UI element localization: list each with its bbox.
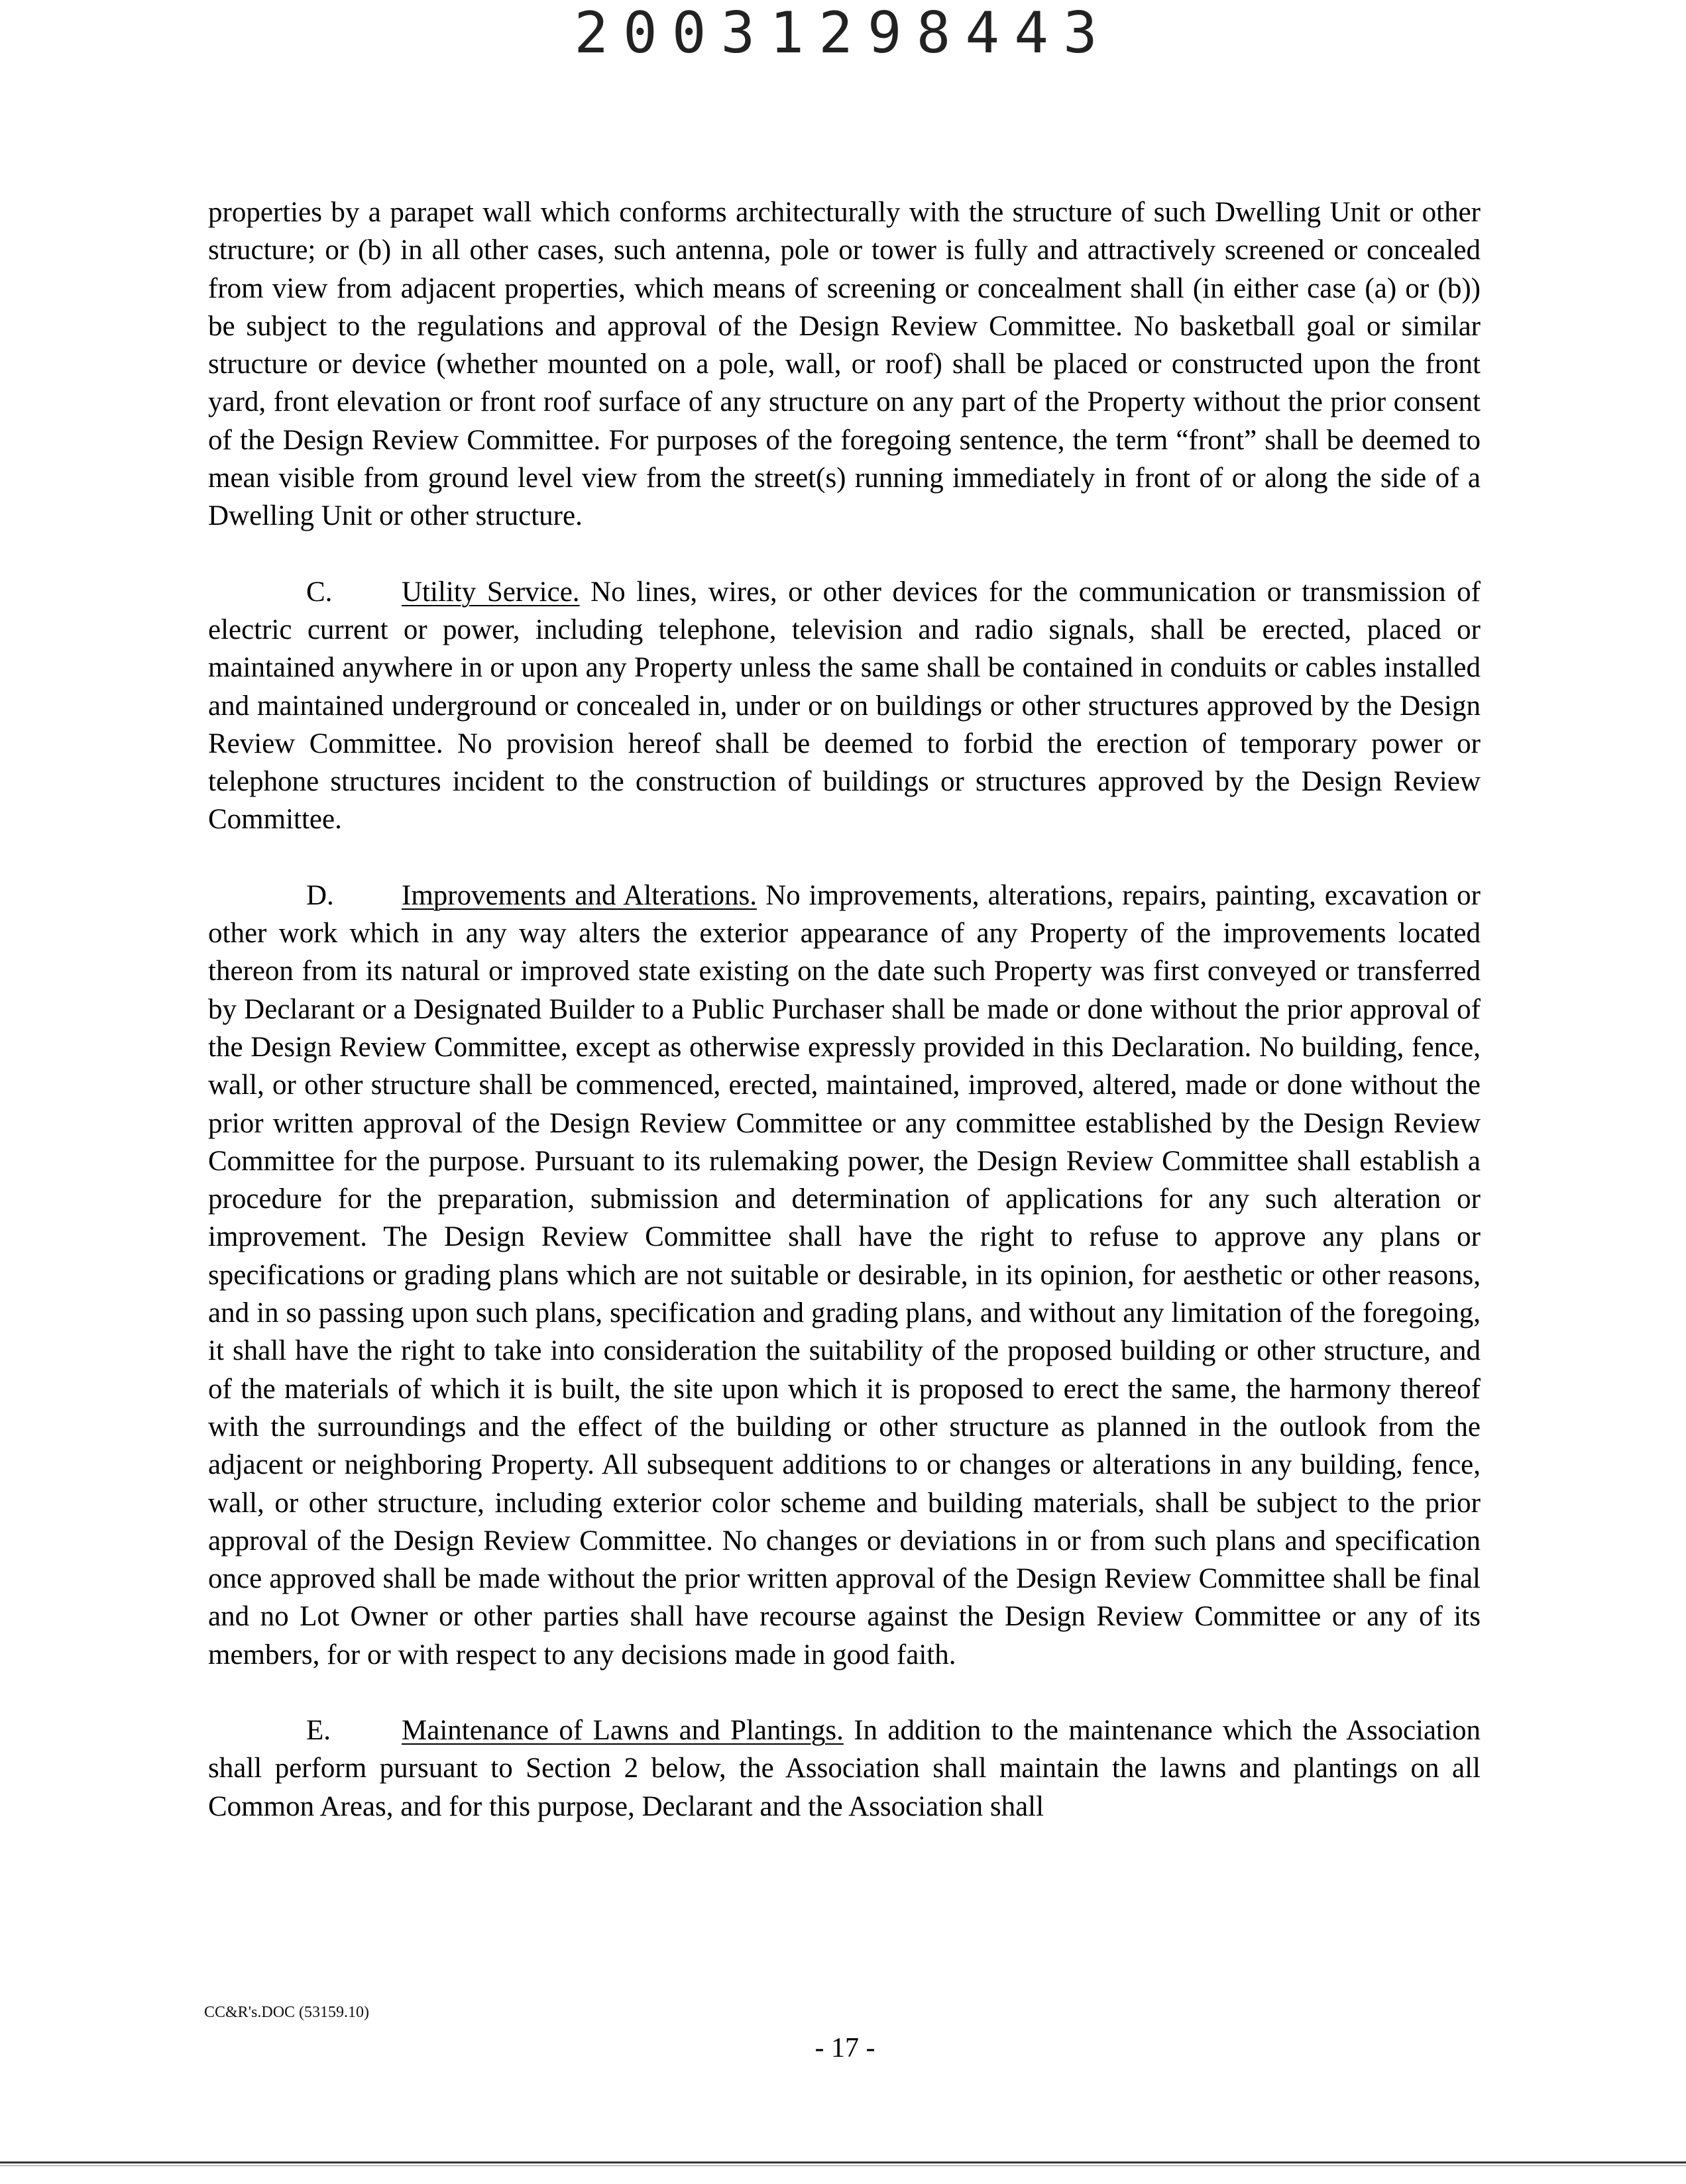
- footer-file-reference: CC&R's.DOC (53159.10): [204, 2004, 370, 2021]
- section-text: In addition to the maintenance which the Association shall perform pursuant to Section 2 below, the Association shall maintain the lawns and plantings on all Common Areas, and for this purpose, Declarant and the Association shall: [208, 1714, 1481, 1822]
- paragraph-continued: properties by a parapet wall which conforms architecturally with the structure of such Dwelling Unit or other structure; or (b) in all other cases, such antenna, pole or tower is fully and attractively screened or concealed from view from adjacent properties, which means of screening or concealment shall (in either case (a) or (b)) be subject to the regulations and approval of the Design Review Committee. No basketball goal or similar structure or device (whether mounted on a pole, wall, or roof) shall be placed or constructed upon the front yard, front elevation or front roof surface of any structure on any part of the Property without the prior consent of the Design Review Committee. For purposes of the foregoing sentence, the term “front” shall be deemed to mean visible from ground level view from the street(s) running immediately in front of or along the side of a Dwelling Unit or other structure.: [208, 197, 1481, 532]
- scan-edge-rule: [0, 2161, 1686, 2163]
- section-heading: Utility Service.: [402, 576, 580, 608]
- section-text: No lines, wires, or other devices for the communication or transmission of electric current or power, including telephone, television and radio signals, shall be erected, placed or maintained anywhere in or upon any Property unless the same shall be contained in conduits or cables installed and maintained underground or concealed in, under or on buildings or other structures approved by the Design Review Committee. No provision hereof shall be deemed to forbid the erection of temporary power or telephone structures incident to the construction of buildings or structures approved by the Design Review Committee.: [208, 576, 1481, 836]
- section-heading: Maintenance of Lawns and Plantings.: [402, 1714, 844, 1746]
- section-d-improvements-and-alterations: [208, 877, 1481, 1674]
- section-heading: Improvements and Alterations.: [402, 879, 758, 911]
- section-letter: E.: [306, 1714, 331, 1746]
- recording-number: 20031298443: [574, 0, 1112, 66]
- section-e-maintenance-of-lawns: [208, 1712, 1481, 1826]
- page-number: - 17 -: [815, 2033, 875, 2063]
- section-text: No improvements, alterations, repairs, painting, excavation or other work which in any way alters the exterior appearance of any Property of the improvements located thereon from its natural or improved state existing on the date such Property was first conveyed or transferred by Declarant or a Designated Builder to a Public Purchaser shall be made or done without the prior approval of the Design Review Committee, except as otherwise expressly provided in this Declaration. No building, fence, wall, or other structure shall be commenced, erected, maintained, improved, altered, made or done without the prior written approval of the Design Review Committee or any committee established by the Design Review Committee for the purpose. Pursuant to its rulemaking power, the Design Review Committee shall establish a procedure for the preparation, submission and determination of applications for any such alteration or improvement. The Design Review Committee shall have the right to refuse to approve any plans or specifications or grading plans which are not suitable or desirable, in its opinion, for aesthetic or other reasons, and in so passing upon such plans, specification and grading plans, and without any limitation of the foregoing, it shall have the right to take into consideration the suitability of the proposed building or other structure, and of the materials of which it is built, the site upon which it is proposed to erect the same, the harmony thereof with the surroundings and the effect of the building or other structure as planned in the outlook from the adjacent or neighboring Property. All subsequent additions to or changes or alterations in any building, fence, wall, or other structure, including exterior color scheme and building materials, shall be subject to the prior approval of the Design Review Committee. No changes or deviations in or from such plans and specification once approved shall be made without the prior written approval of the Design Review Committee shall be final and no Lot Owner or other parties shall have recourse against the Design Review Committee or any of its members, for or with respect to any decisions made in good faith.: [208, 879, 1481, 1670]
- scan-edge-rule-secondary: [0, 2165, 1686, 2166]
- section-letter: D.: [306, 879, 334, 911]
- section-c-utility-service: [208, 573, 1481, 839]
- document-body: [208, 193, 1481, 1826]
- section-letter: C.: [306, 576, 333, 608]
